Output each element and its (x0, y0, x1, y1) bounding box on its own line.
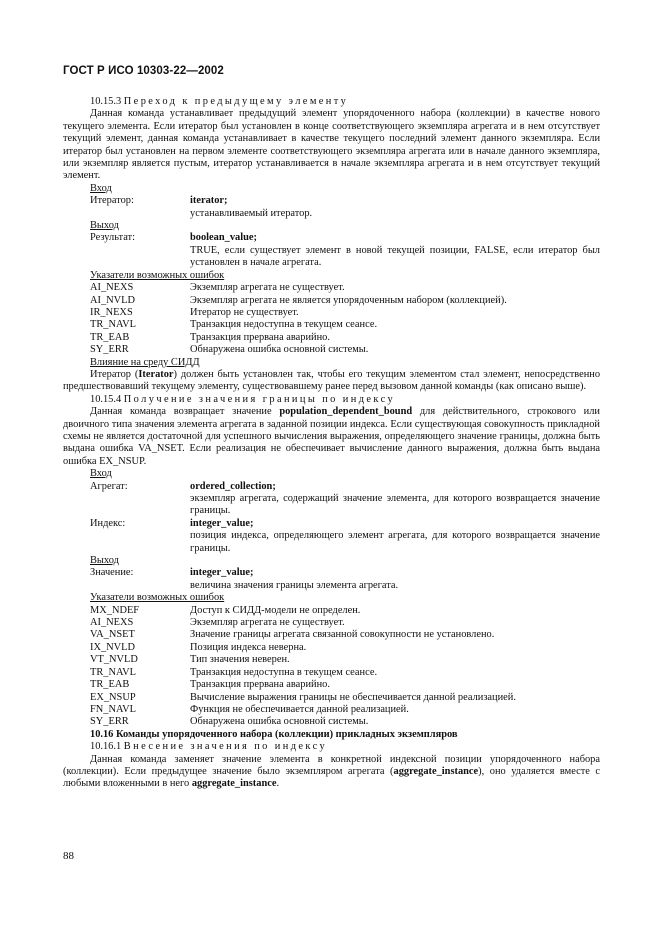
output-label: Выход (90, 220, 119, 232)
param-label: Агрегат: (90, 480, 128, 492)
error-text: Транзакция недоступна в текущем сеансе. (190, 319, 378, 331)
error-text: Значение границы агрегата связанной совокупности не установлено. (190, 629, 495, 641)
error-code: FN_NAVL (90, 703, 136, 715)
errors-label: Указатели возможных ошибок (90, 269, 225, 281)
text-run: Итератор ( (90, 368, 139, 380)
error-code: IR_NEXS (90, 306, 133, 318)
section-heading-10-16: 10.16 Команды упорядоченного набора (коллекции) прикладных экземпляров (90, 728, 458, 740)
input-label: Вход (90, 468, 112, 480)
error-text: Транзакция прервана аварийно. (190, 679, 330, 691)
param-label: Результат: (90, 232, 135, 244)
output-label: Выход (90, 555, 119, 567)
error-row (90, 704, 600, 716)
error-list (90, 605, 600, 729)
error-code: SY_ERR (90, 716, 129, 728)
error-row (90, 332, 600, 344)
error-row (90, 319, 600, 331)
text-run: Данная команда заменяет значение элемента в конкретной индексной позиции упорядоченного набора (коллекции). Если предыдущее значение было экземпляром агрегата ( (63, 753, 600, 777)
error-row (90, 617, 600, 629)
section-heading-10-15-4 (90, 394, 600, 406)
param-desc: величина значения границы элемента агрегата. (190, 579, 399, 591)
error-text: Доступ к СИДД-модели не определен. (190, 604, 361, 616)
error-code: TR_NAVL (90, 319, 136, 331)
error-code: TR_EAB (90, 679, 130, 691)
param-row (90, 567, 600, 579)
paragraph (63, 754, 600, 791)
error-text: Обнаружена ошибка основной системы. (190, 716, 369, 728)
param-row (90, 481, 600, 493)
error-text: Экземпляр агрегата не является упорядоченным набором (коллекцией). (190, 294, 507, 306)
param-row (90, 232, 600, 244)
text-run-bold: aggregate_instance (191, 778, 277, 790)
error-row (90, 344, 600, 356)
paragraph (63, 406, 600, 468)
error-row (90, 629, 600, 641)
param-desc: устанавливаемый итератор. (190, 207, 313, 219)
error-list (90, 282, 600, 356)
text-run: ) должен быть установлен так, чтобы его текущим элементом стал элемент, непосредственно предшествовавший текущему элементу, существовавшему ранее перед вызовом данной команды (как описано выше). (63, 368, 601, 393)
text-run: . (276, 778, 280, 790)
error-code: TR_EAB (90, 331, 130, 343)
paragraph: Данная команда устанавливает предыдущий элемент упорядоченного набора (коллекции) в качестве нового текущего элемента. Если итератор был установлен в конце соответствующего экземпляра агрегата и в нем отсутствует текущий элемент, данная команда устанавливает в качестве текущего последний элемент данного экземпляра. Если итератор был установлен на первом элементе соответствующего экземпляра агрегата или в начале данного экземпляра, или экземпляр является пустым, итератор устанавливается в начале экземпляра агрегата и в нем отсутствует текущий элемент. (63, 108, 600, 182)
input-label: Вход (90, 182, 112, 194)
error-row (90, 667, 600, 679)
env-label: Влияние на среду СИДД (90, 356, 200, 368)
error-code: SY_ERR (90, 344, 129, 356)
section-number: 10.15.3 (90, 96, 122, 107)
section-number: 10.15.4 (90, 393, 122, 405)
error-row (90, 716, 600, 728)
error-row (90, 282, 600, 294)
error-row (90, 307, 600, 319)
error-row (90, 605, 600, 617)
error-row (90, 642, 600, 654)
errors-label: Указатели возможных ошибок (90, 592, 225, 604)
param-label: Значение: (90, 567, 134, 579)
paragraph (63, 369, 600, 394)
section-heading-10-16-1 (90, 741, 600, 753)
text-run-bold: aggregate_instance (393, 765, 479, 777)
error-text: Тип значения неверен. (190, 654, 290, 666)
error-code: AI_NEXS (90, 617, 134, 629)
text-run-bold: Iterator (138, 368, 174, 380)
error-code: VT_NVLD (90, 654, 138, 666)
error-text: Позиция индекса неверна. (190, 641, 307, 653)
error-text: Транзакция прервана аварийно. (190, 331, 330, 343)
error-text: Транзакция недоступна в текущем сеансе. (190, 666, 378, 678)
page-number: 88 (63, 850, 74, 862)
param-desc: позиция индекса, определяющего элемент агрегата, для которого возвращается значение границы. (190, 530, 600, 554)
error-code: AI_NVLD (90, 294, 136, 306)
error-code: IX_NVLD (90, 641, 136, 653)
param-row (90, 518, 600, 530)
section-number: 10.16.1 (90, 741, 122, 753)
text-run: ), оно удаляется вместе с любыми вложенными в него (63, 765, 600, 790)
param-name: integer_value; (190, 567, 254, 579)
error-text: Итератор не существует. (190, 306, 299, 318)
param-desc: TRUE, если существует элемент в новой текущей позиции, FALSE, если итератор был установлен в начале агрегата. (190, 244, 600, 269)
param-label: Итератор: (90, 195, 134, 207)
section-title: Внесение значения по индексу (123, 741, 328, 753)
section-title: Получение значения границы по индексу (123, 393, 396, 405)
section-title: Переход к предыдущему элементу (123, 96, 349, 107)
param-desc: экземпляр агрегата, содержащий значение элемента, для которого возвращается значение границы. (190, 493, 600, 517)
page-content (63, 96, 601, 791)
param-row (90, 195, 600, 207)
error-code: EX_NSUP (90, 691, 136, 703)
error-row (90, 679, 600, 691)
param-name: ordered_collection; (190, 480, 276, 492)
text-run-bold: population_dependent_bound (279, 406, 413, 418)
param-name: boolean_value; (190, 232, 257, 244)
param-name: integer_value; (190, 517, 254, 529)
error-text: Обнаружена ошибка основной системы. (190, 344, 369, 356)
error-code: TR_NAVL (90, 666, 136, 678)
param-name: iterator; (190, 195, 228, 207)
error-code: MX_NDEF (90, 604, 140, 616)
error-row (90, 295, 600, 307)
text-run: Данная команда возвращает значение (90, 406, 280, 418)
error-text: Экземпляр агрегата не существует. (190, 617, 345, 629)
error-text: Экземпляр агрегата не существует. (190, 282, 345, 294)
error-row (90, 654, 600, 666)
error-text: Функция не обеспечивается данной реализацией. (190, 703, 409, 715)
document-header: ГОСТ Р ИСО 10303-22—2002 (63, 65, 224, 77)
section-heading-10-15-3 (90, 96, 600, 108)
param-label: Индекс: (90, 517, 126, 529)
text-run: для действительного, строкового или двоичного типа значения элемента агрегата в заданной позиции индекса. Если существующая совокупность прикладной схемы не является достаточной для успешного вычисления выражения, определяющего значение границы, должна быть выдана ошибка VA_NSET. Если реализация не обеспечивает вычисление данного выражения, должна быть выдана ошибка EX_NSUP. (63, 406, 600, 467)
error-code: AI_NEXS (90, 282, 134, 294)
error-code: VA_NSET (90, 629, 135, 641)
error-text: Вычисление выражения границы не обеспечивается данной реализацией. (190, 691, 516, 703)
error-row (90, 692, 600, 704)
